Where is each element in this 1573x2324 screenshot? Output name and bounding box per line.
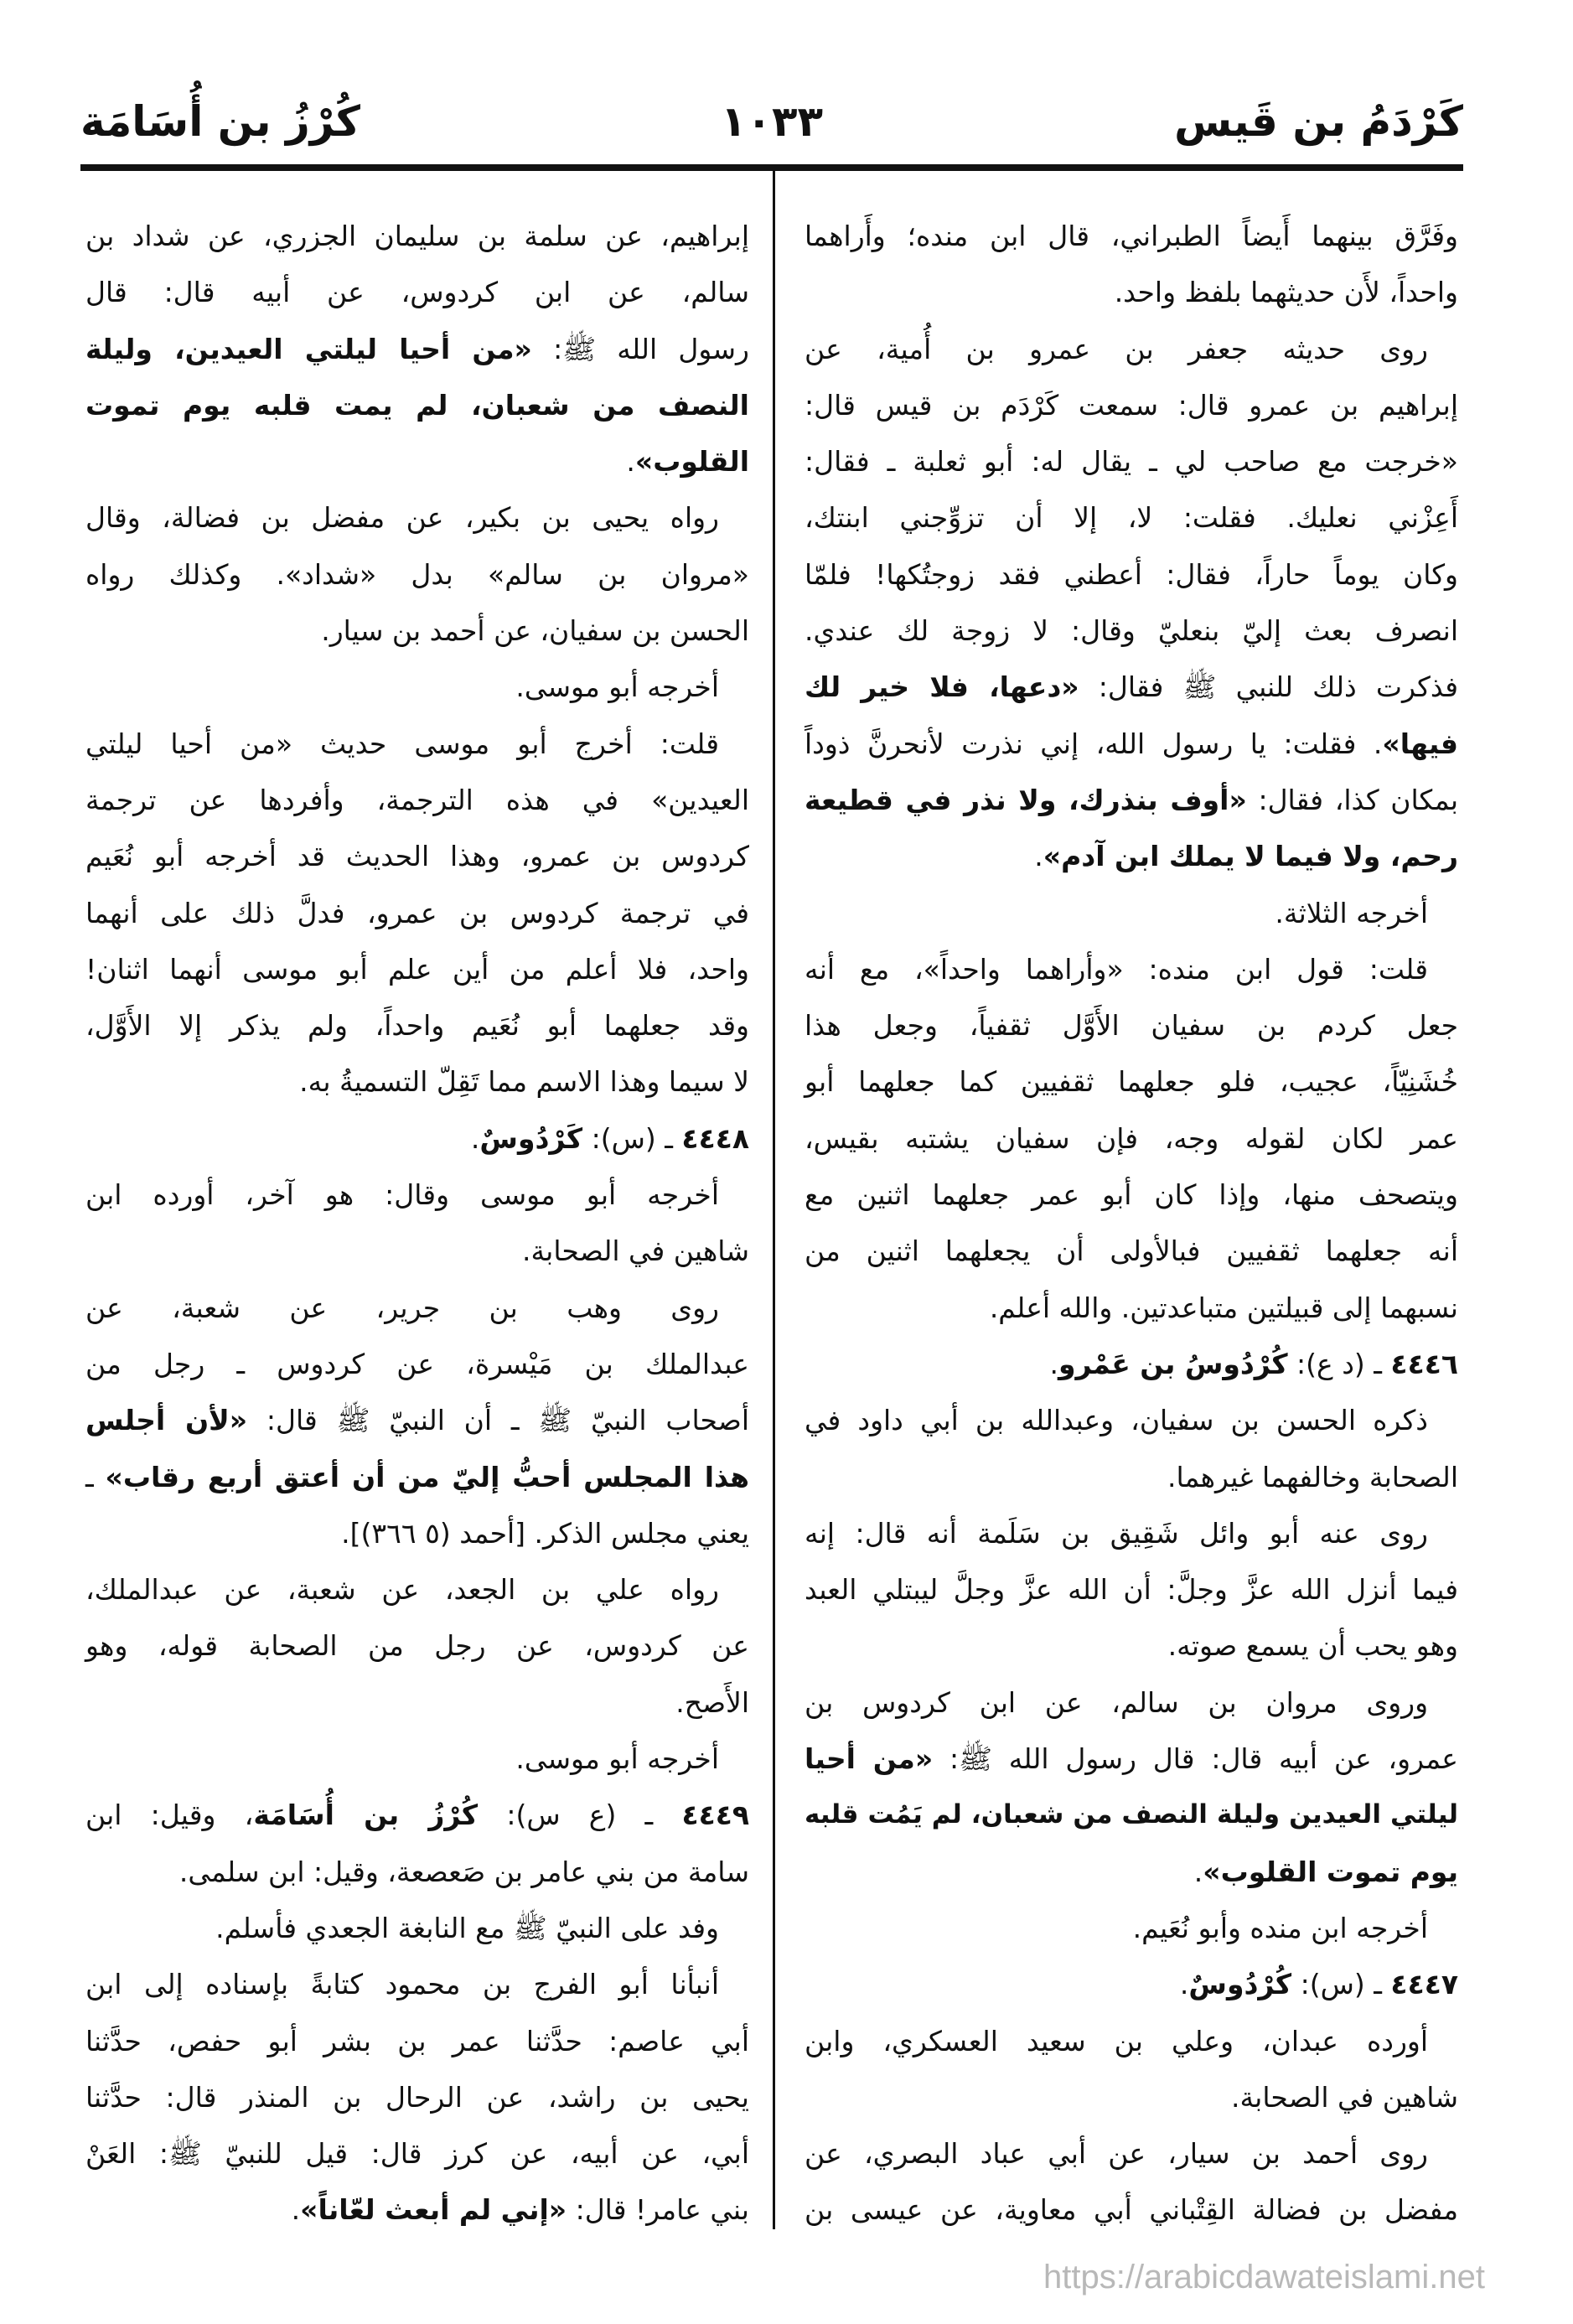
text-line [805,941,1458,997]
text-line [805,772,1458,828]
text-segment: سامة من بني عامر بن صَعصعة، وقيل: ابن سلمى. [179,1855,749,1888]
running-head-right: كَرْدَمُ بن قَيس [1174,97,1463,146]
bold-text: النصف من شعبان، لم يمت قلبه يوم تموت [85,388,749,422]
text-segment: أخرجه ابن منده وأبو نُعَيم. [1132,1911,1428,1944]
text-segment: عمرو، عن أبيه قال: قال رسول الله ﷺ: [933,1742,1458,1776]
bold-text: يوم تموت القلوب» [1203,1855,1458,1888]
text-line [805,2069,1458,2125]
text-segment: عبدالملك بن مَيْسرة، عن كردوس ـ رجل من [85,1347,749,1380]
text-segment: خُشَنِيّاً، عجيب، فلو جعلهما ثقفيين كما جعلهما أبو [805,1065,1458,1099]
text-segment: . [626,445,635,479]
text-line [805,828,1458,884]
bold-text: «من أحيا ليلتي العيدين، وليلة [85,332,532,365]
text-segment: . فقلت: يا رسول الله، إني نذرت لأنحرنَّ ذوداً [805,727,1383,760]
text-line [85,1956,749,2012]
text-line [805,885,1458,941]
text-line [805,1844,1458,1900]
text-segment: مفضل بن فضالة القِتْباني أبي معاوية، عن عيسى بن [805,2193,1458,2227]
text-segment: . [470,1121,480,1155]
text-line [85,1223,749,1279]
text-line [85,1900,749,1956]
bold-text: ليلتي العيدين وليلة النصف من شعبان، لم يَمُت قلبه [805,1799,1458,1830]
text-segment: أبي عاصم: حدَّثنا عمر بن بشر أبو حفص، حدَّثنا [85,2024,749,2057]
text-segment: فذكرت ذلك للنبي ﷺ فقال: [1079,670,1458,704]
text-line [85,603,749,659]
text-line [85,1053,749,1110]
text-segment: وهو يحب أن يسمع صوته. [1167,1629,1458,1663]
text-line [85,1731,749,1787]
text-line [85,716,749,772]
text-line [805,546,1458,603]
text-segment: إبراهيم، عن سلمة بن سليمان الجزري، عن شداد بن [85,220,749,252]
text-segment: رواه علي بن الجعد، عن شعبة، عن عبدالملك، [85,1573,719,1607]
column-divider [773,168,775,2229]
text-segment: أخرجه أبو موسى. [515,670,719,704]
text-line [805,1956,1458,2012]
text-line [805,2125,1458,2182]
text-line [85,1674,749,1731]
text-line [805,716,1458,772]
text-segment: لا سيما وهذا الاسم مما تَقِلّ التسميةُ به. [299,1065,749,1099]
text-line [805,264,1458,320]
text-segment: . [1179,1968,1189,2001]
text-line [85,1392,749,1448]
text-line [805,2013,1458,2069]
text-segment: ، وقيل: ابن [85,1799,254,1832]
text-segment: عمر لكان لقوله وجه، فإن سفيان يشتبه بقيس، [805,1121,1458,1155]
text-segment: إبراهيم بن عمرو قال: سمعت كَرْدَم بن قيس قال: [805,388,1458,422]
text-line [85,1449,749,1505]
text-segment: قلت: أخرج أبو موسى حديث «من أحيا ليلتي [85,727,719,760]
text-line [85,1336,749,1392]
text-segment: العيدين» في هذه الترجمة، وأفردها عن ترجمة [85,783,749,816]
text-segment: جعل كردم بن سفيان الأَوَّل ثقفياً، وجعل هذا [805,1009,1458,1043]
bold-text: ٤٤٤٩ [681,1799,750,1832]
text-line [85,997,749,1053]
text-line [805,489,1458,546]
text-segment: رواه يحيى بن بكير، عن مفضل بن فضالة، وقال [85,501,719,535]
text-segment: أخرجه أبو موسى. [515,1742,719,1776]
text-line [85,2182,749,2238]
text-segment: أخرجه أبو موسى وقال: هو آخر، أورده ابن [85,1178,719,1212]
text-segment: «مروان بن سالم» بدل «شداد». وكذلك رواه [85,557,749,591]
bold-text: كُرْدُوسٌ [1188,1968,1292,2001]
text-segment: الصحابة وخالفهما غيرهما. [1167,1460,1458,1493]
text-line [85,1167,749,1223]
text-segment: فيما أنزل الله عزَّ وجلَّ: أن الله عزَّ وجلَّ ليبتلي العبد [805,1573,1458,1607]
running-head-left: كُرْزُ بن أُسَامَة [80,97,360,146]
text-line [805,377,1458,433]
text-line [805,1167,1458,1223]
text-segment: أنبأنا أبو الفرج بن محمود كتابةً بإسناده إلى ابن [85,1968,719,2001]
text-line [805,1280,1458,1336]
text-segment: واحد، فلا أعلم من أين علم أبو موسى أنهما اثنان! [85,952,749,986]
text-line [805,208,1458,264]
text-segment: أخرجه الثلاثة. [1275,896,1428,929]
text-segment: وروى مروان بن سالم، عن ابن كردوس بن [805,1685,1428,1719]
page-number: ١٠٣٣ [720,97,824,146]
text-segment: سالم، عن ابن كردوس، عن أبيه قال: قال [85,276,749,309]
text-line [85,885,749,941]
text-segment: ـ [85,1460,106,1493]
text-segment: وفد على النبيّ ﷺ مع النابغة الجعدي فأسلم. [215,1911,719,1944]
text-line [805,1617,1458,1674]
text-segment: واحداً، لأَن حديثهما بلفظ واحد. [1114,276,1458,309]
text-line [85,1561,749,1617]
text-segment: ـ (س): [582,1121,682,1155]
text-segment: أصحاب النبيّ ﷺ ـ أن النبيّ ﷺ قال: [247,1404,749,1437]
text-line [85,546,749,603]
text-line [805,1053,1458,1110]
text-line [85,377,749,433]
text-segment: روى عنه أبو وائل شَقِيق بن سَلَمة أنه قال: إنه [805,1516,1428,1550]
text-segment: . [291,2193,301,2227]
text-segment: أنه جعلهما ثقفيين فبالأولى أن يجعلهما اثنين من [805,1234,1458,1268]
bold-text: «لأن أجلس [85,1404,248,1437]
left-column [85,208,749,2239]
bold-text: كَرْدُوسٌ [479,1121,583,1155]
text-line [85,2069,749,2125]
text-line [805,1110,1458,1167]
text-segment: قلت: قول ابن منده: «وأراهما واحداً»، مع أنه [805,952,1428,986]
text-segment: بمكان كذا، فقال: [1246,783,1459,816]
header-rule [80,164,1463,171]
text-segment: في ترجمة كردوس بن عمرو، فدلَّ ذلك على أنهما [85,896,749,929]
text-segment: أبي، عن أبيه، عن كرز قال: قيل للنبيّ ﷺ: العَنْ [85,2137,749,2171]
text-line [85,772,749,828]
text-line [805,1674,1458,1731]
text-segment: أورده عبدان، وعلي بن سعيد العسكري، وابن [805,2024,1428,2057]
text-line [85,1280,749,1336]
text-segment: الحسن بن سفيان، عن أحمد بن سيار. [321,614,749,648]
text-line [85,2013,749,2069]
text-segment: ـ (س): [1291,1968,1391,2001]
text-line [85,1617,749,1674]
text-line [85,264,749,320]
text-segment: . [1034,840,1043,873]
text-segment: عن كردوس، عن رجل من الصحابة قوله، وهو [85,1629,749,1663]
text-segment: انصرف بعث إليّ بنعليّ وقال: لا زوجة لك عندي. [805,614,1458,648]
bold-text: كُرْدُوسُ بن عَمْرو [1058,1347,1288,1380]
bold-text: القلوب» [634,445,749,479]
right-column [805,208,1458,2239]
text-segment: شاهين في الصحابة. [521,1234,749,1268]
watermark: https://arabicdawateislami.net [1043,2259,1485,2296]
text-line [85,208,749,264]
text-line [805,1561,1458,1617]
text-segment: وكان يوماً حاراً، فقال: أعطني فقد زوجتُكها! فلمّا [805,557,1458,591]
text-line [85,828,749,884]
text-segment: وقد جعلهما أبو نُعَيم واحداً، ولم يذكر إلا الأَوَّل، [85,1009,749,1043]
text-line [85,1110,749,1167]
bold-text: ٤٤٤٧ [1390,1968,1458,2001]
text-segment: روى وهب بن جرير، عن شعبة، عن [85,1291,719,1324]
text-line [805,1223,1458,1279]
text-segment: ويتصحف منها، وإذا كان أبو عمر جعلهما اثنين مع [805,1178,1458,1212]
bold-text: رحم، ولا فيما لا يملك ابن آدم» [1043,840,1458,873]
text-line [85,489,749,546]
text-line [805,1392,1458,1448]
text-segment: يعني مجلس الذكر. [أحمد (٥ ٣٦٦)]. [341,1516,749,1550]
text-line [805,321,1458,377]
text-line [85,433,749,489]
bold-text: هذا المجلس أحبُّ إليّ من أن أعتق أربع رقاب» [105,1460,749,1493]
text-line [805,1336,1458,1392]
text-segment: بني عامر! قال: [567,2193,749,2227]
bold-text: «من أحيا [805,1742,934,1776]
text-line [805,1900,1458,1956]
text-segment: «خرجت مع صاحب لي ـ يقال له: أبو ثعلبة ـ فقال: [805,445,1458,479]
text-line [85,1844,749,1900]
text-line [805,1787,1458,1843]
text-line [85,1505,749,1561]
text-segment: وفَرَّق بينهما أَيضاً الطبراني، قال ابن منده؛ وأَراهما [805,220,1458,252]
bold-text: «إني لم أبعث لعّاناً» [300,2193,567,2227]
text-line [805,1449,1458,1505]
text-segment: ـ (د ع): [1287,1347,1391,1380]
text-segment: . [1193,1855,1203,1888]
text-line [805,997,1458,1053]
bold-text: «دعها، فلا خير لك [805,670,1079,704]
bold-text: فيها» [1382,727,1458,760]
text-segment: روى أحمد بن سيار، عن أبي عباد البصري، عن [805,2137,1428,2171]
text-line [85,941,749,997]
bold-text: «أوف بنذرك، ولا نذر في قطيعة [805,783,1247,816]
text-line [805,2182,1458,2238]
text-segment: شاهين في الصحابة. [1230,2080,1458,2114]
text-line [805,433,1458,489]
text-segment: كردوس بن عمرو، وهذا الحديث قد أخرجه أبو نُعَيم [85,840,749,873]
text-line [85,659,749,715]
bold-text: ٤٤٤٨ [681,1121,749,1155]
text-segment: يحيى بن راشد، عن الرحال بن المنذر قال: حدَّثنا [85,2080,749,2114]
bold-text: كُرْزُ بن أُسَامَة [253,1799,479,1832]
text-line [85,2125,749,2182]
text-line [85,1787,749,1843]
text-line [85,321,749,377]
text-line [805,1731,1458,1787]
text-line [805,603,1458,659]
text-line [805,1505,1458,1561]
text-segment: رسول الله ﷺ: [531,332,749,365]
text-segment: أَعِزْني نعليك. فقلت: لا، إلا أن تزوِّجني ابنتك، [805,501,1458,535]
text-line [805,659,1458,715]
text-segment: . [1049,1347,1059,1380]
text-segment: ـ (ع س): [478,1799,682,1832]
text-segment: نسبهما إلى قبيلتين متباعدتين. والله أعلم. [989,1291,1458,1324]
text-segment: ذكره الحسن بن سفيان، وعبدالله بن أبي داود في [805,1404,1428,1437]
text-segment: روى حديثه جعفر بن عمرو بن أُمية، عن [805,332,1428,365]
text-segment: الأَصح. [675,1685,749,1719]
bold-text: ٤٤٤٦ [1390,1347,1458,1380]
